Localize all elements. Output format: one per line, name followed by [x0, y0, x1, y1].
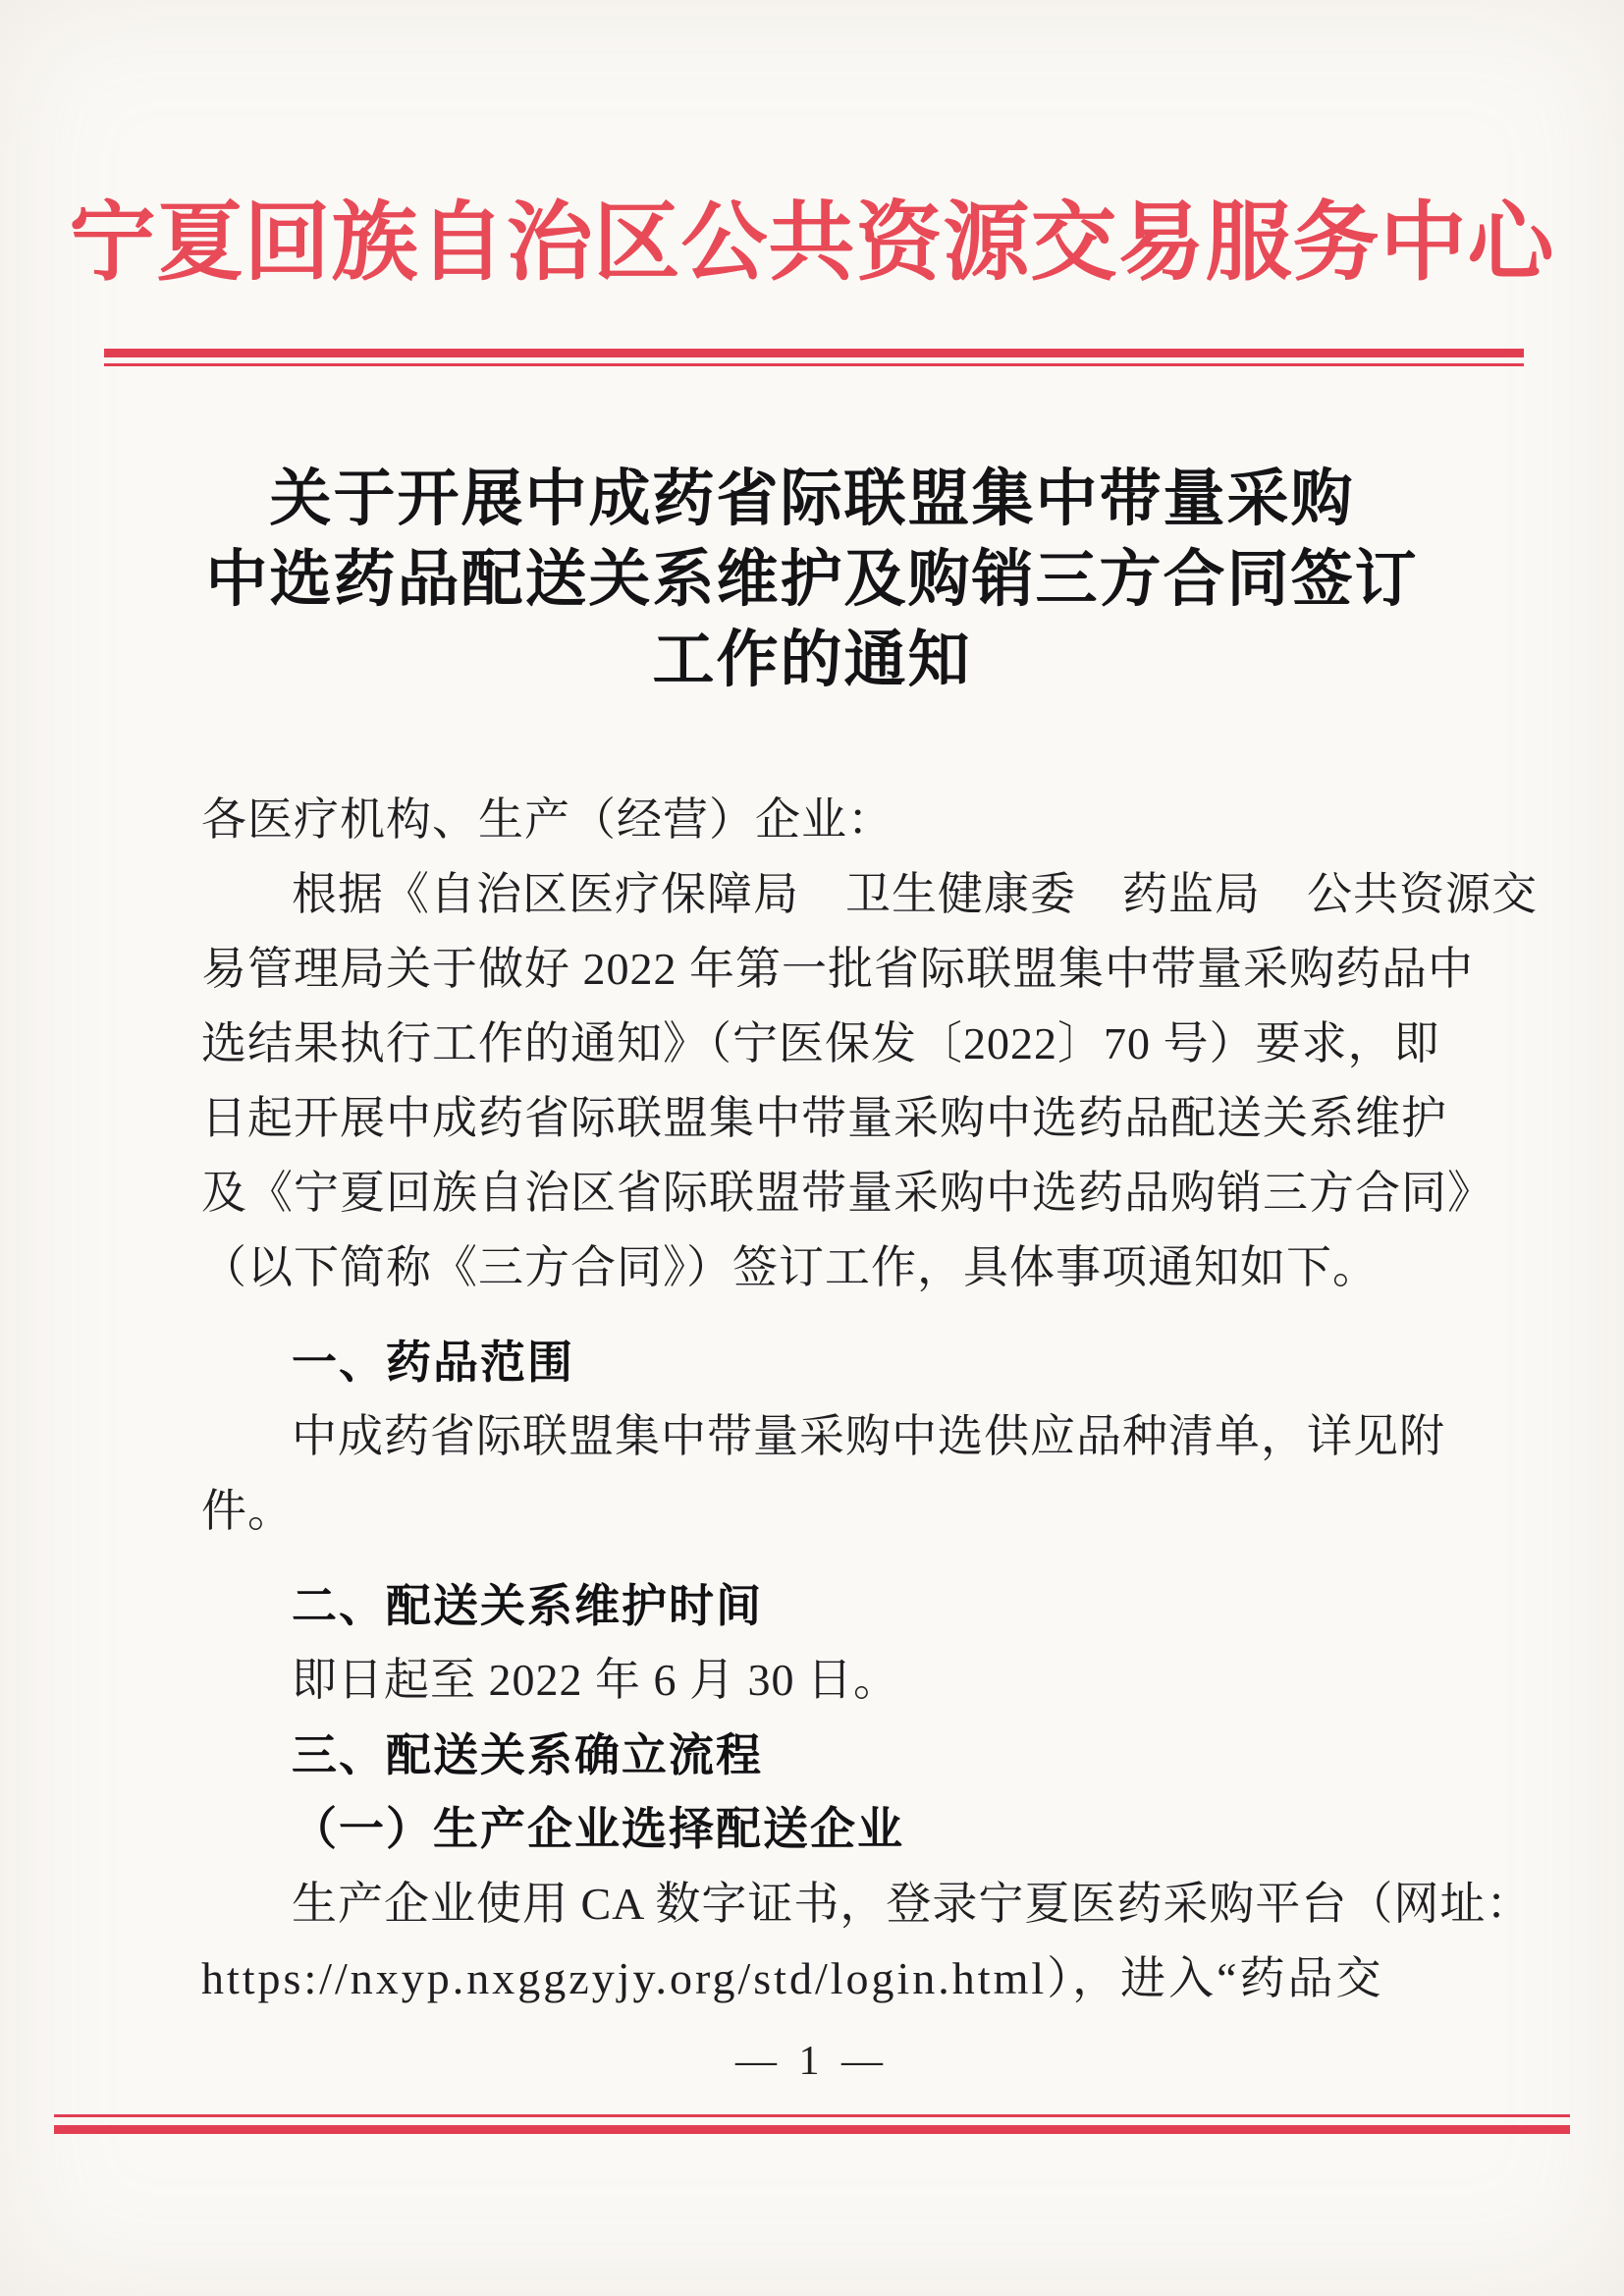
- footer-divider-gap: [54, 2117, 1570, 2125]
- paragraph-line: （以下简称《三方合同》）签订工作，具体事项通知如下。: [201, 1242, 1379, 1292]
- footer-divider-thick-line: [54, 2125, 1570, 2134]
- section-3-1-line: 生产企业使用 CA 数字证书，登录宁夏医药采购平台（网址：: [292, 1879, 1533, 1929]
- footer-divider: [54, 2114, 1570, 2134]
- paragraph-line: 选结果执行工作的通知》（宁医保发〔2022〕70 号）要求，即: [201, 1018, 1440, 1068]
- page-number: — 1 —: [735, 2039, 889, 2084]
- section-2-line: 即日起至 2022 年 6 月 30 日。: [292, 1655, 899, 1705]
- org-header-title: 宁夏回族自治区公共资源交易服务中心: [69, 196, 1555, 292]
- doc-title-line-3: 工作的通知: [652, 626, 972, 694]
- paragraph-line: 根据《自治区医疗保障局 卫生健康委 药监局 公共资源交: [292, 869, 1538, 919]
- section-1-line: 件。: [201, 1486, 294, 1536]
- section-1-heading: 一、药品范围: [292, 1337, 574, 1388]
- section-3-1-url-line: https://nxyp.nxggzyjy.org/std/login.html），进入“药品交: [201, 1953, 1384, 2003]
- doc-title-line-1: 关于开展中成药省际联盟集中带量采购: [269, 465, 1355, 533]
- header-divider: [104, 349, 1524, 366]
- header-divider-thin-line: [104, 363, 1524, 366]
- doc-title-line-2: 中选药品配送关系维护及购销三方合同签订: [205, 545, 1419, 614]
- paragraph-line: 易管理局关于做好 2022 年第一批省际联盟集中带量采购药品中: [201, 944, 1474, 994]
- document-body: [0, 783, 1624, 2016]
- section-3-1-subheading: （一）生产企业选择配送企业: [292, 1804, 904, 1854]
- paragraph-line: 日起开展中成药省际联盟集中带量采购中选药品配送关系维护: [201, 1093, 1447, 1143]
- salutation: 各医疗机构、生产（经营）企业：: [201, 794, 893, 845]
- paragraph-line: 及《宁夏回族自治区省际联盟带量采购中选药品购销三方合同》: [201, 1168, 1493, 1218]
- section-2-heading: 二、配送关系维护时间: [292, 1580, 763, 1631]
- section-3-heading: 三、配送关系确立流程: [292, 1729, 763, 1780]
- header-divider-thick-line: [104, 349, 1524, 357]
- doc-title: [0, 459, 1624, 700]
- section-1-line: 中成药省际联盟集中带量采购中选供应品种清单，详见附: [292, 1411, 1445, 1461]
